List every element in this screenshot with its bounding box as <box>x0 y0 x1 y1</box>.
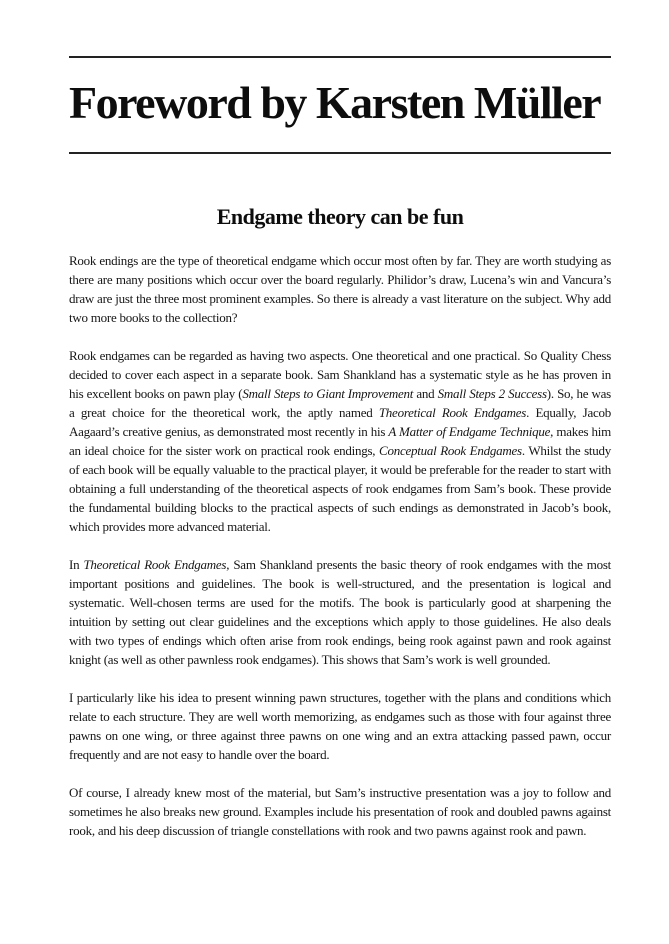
text-run: . Whilst the study of each book will be equally valuable to the practical player, it would be preferable for the reader to start with obtaining a full understanding of the theoretical aspects of rook endgames from Sam’s book. These provide the fundamental building blocks to the practical aspects of such endings as demonstrated in Jacob’s book, which provides more advanced material. <box>69 443 612 535</box>
text-run: ). So, he was a great choice for the theoretical work, the aptly named <box>69 386 611 421</box>
horizontal-rule-bottom <box>69 152 611 154</box>
text-run: I particularly like his idea to present winning pawn structures, together with the plans and conditions which relate to each structure. They are well worth memorizing, as endgames such as those with four against three pawns on one wing, or three against three pawns on one wing and an extra attacking passed pawn, occur frequently and are not easy to handle over the board. <box>69 690 611 763</box>
text-run: and <box>413 386 438 402</box>
text-run: Of course, I already knew most of the material, but Sam’s instructive presentation was a joy to follow and sometimes he also breaks new ground. Examples include his presentation of rook and doubled pawns against rook, and his deep discussion of triangle constellations with rook and two pawns against rook and pawn. <box>69 785 611 839</box>
italic-text-run: A Matter of Endgame Technique <box>388 424 551 440</box>
italic-text-run: Conceptual Rook Endgames <box>379 443 522 459</box>
section-subtitle: Endgame theory can be fun <box>216 204 464 229</box>
text-run: Rook endgames can be regarded as having two aspects. One theoretical and one practical. So Quality Chess decided to cover each aspect in a separate book. Sam Shankland has a systematic style as he has proven in his excellent books on pawn play ( <box>69 348 611 402</box>
text-run: , makes him an ideal choice for the sister work on practical rook endings, <box>69 424 612 459</box>
paragraph <box>69 251 611 327</box>
italic-text-run: Theoretical Rook Endgames, <box>83 557 230 573</box>
paragraph <box>69 555 611 669</box>
text-run: In <box>69 557 84 573</box>
chapter-title: Foreword by Karsten Müller <box>69 77 601 128</box>
italic-text-run: Theoretical Rook Endgames <box>378 405 527 421</box>
paragraph <box>69 688 611 764</box>
paragraph <box>69 346 611 536</box>
italic-text-run: Small Steps to Giant Improvement <box>242 386 414 402</box>
italic-text-run: Small Steps 2 Success <box>437 386 547 402</box>
text-run: . Equally, Jacob Aagaard’s creative genius, as demonstrated most recently in his <box>69 405 611 440</box>
body-text <box>69 251 611 840</box>
text-run: Sam Shankland presents the basic theory of rook endgames with the most important positions and guidelines. The book is well-structured, and the presentation is logical and systematic. Well-chosen terms are used for the motifs. The book is particularly good at sharpening the intuition by setting out clear guidelines and the exceptions which apply to those guidelines. He also deals with two types of endings which often arise from rook endings, being rook against pawn and rook against knight (as well as other pawnless rook endgames). This shows that Sam’s work is well grounded. <box>69 557 611 668</box>
paragraph <box>69 783 611 840</box>
text-run: Rook endings are the type of theoretical endgame which occur most often by far. They are worth studying as there are many positions which occur over the board regularly. Philidor’s draw, Lucena’s win and Vancura’s draw are just the three most prominent examples. So there is already a vast literature on the subject. Why add two more books to the collection? <box>69 253 611 326</box>
